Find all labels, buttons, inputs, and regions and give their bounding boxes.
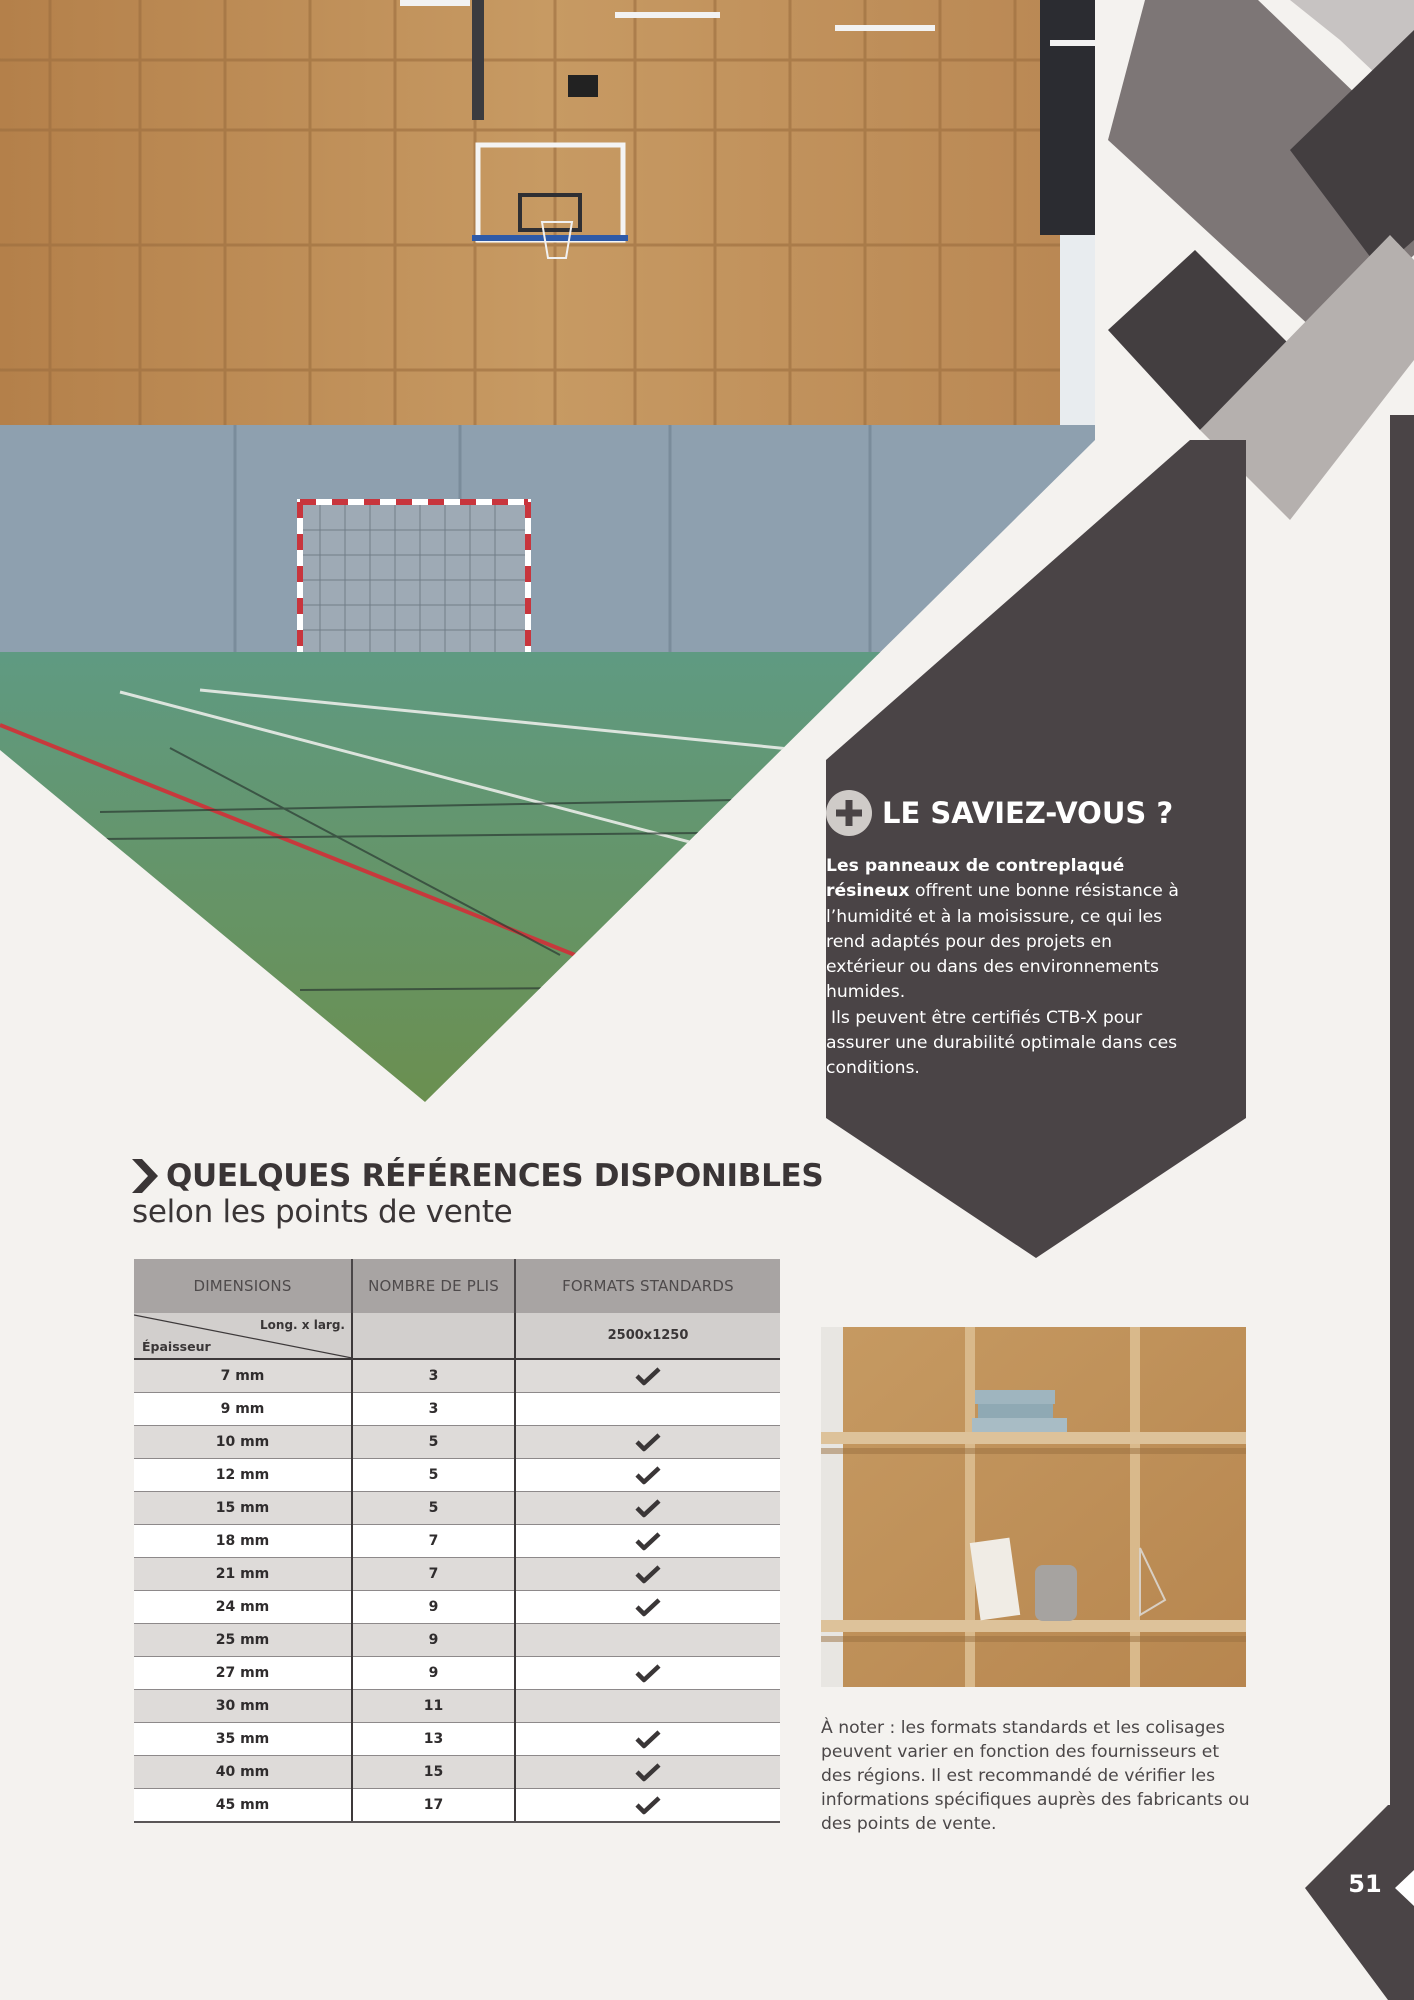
check-icon xyxy=(635,1432,661,1452)
thickness-cell: 12 mm xyxy=(134,1459,352,1492)
section-title-row xyxy=(132,1158,823,1194)
sub-header-row xyxy=(134,1313,780,1359)
table-row xyxy=(134,1426,780,1459)
table-row xyxy=(134,1359,780,1393)
check-icon xyxy=(635,1762,661,1782)
format-cell xyxy=(515,1525,780,1558)
table-row xyxy=(134,1525,780,1558)
plies-cell: 7 xyxy=(352,1525,515,1558)
format-cell xyxy=(515,1657,780,1690)
plies-cell: 5 xyxy=(352,1492,515,1525)
plywood-shelf-photo xyxy=(821,1327,1246,1687)
references-table xyxy=(134,1259,780,1823)
format-cell xyxy=(515,1591,780,1624)
did-you-know-title: LE SAVIEZ-VOUS ? xyxy=(882,796,1174,830)
format-cell xyxy=(515,1426,780,1459)
check-icon xyxy=(635,1729,661,1749)
plies-cell: 17 xyxy=(352,1789,515,1823)
thickness-cell: 7 mm xyxy=(134,1359,352,1393)
plies-cell: 13 xyxy=(352,1723,515,1756)
header-formats: FORMATS STANDARDS xyxy=(515,1259,780,1313)
plies-cell: 9 xyxy=(352,1657,515,1690)
did-you-know-text-bold: Les panneaux de contreplaqué résineux xyxy=(826,856,1125,902)
diagonal-header-cell xyxy=(134,1313,352,1359)
check-icon xyxy=(635,1465,661,1485)
header-dimensions: DIMENSIONS xyxy=(134,1259,352,1313)
table-row xyxy=(134,1492,780,1525)
did-you-know-text xyxy=(826,854,1186,1082)
check-icon xyxy=(635,1597,661,1617)
thickness-cell: 45 mm xyxy=(134,1789,352,1823)
section-heading xyxy=(132,1158,823,1230)
right-edge-strip xyxy=(1390,415,1414,1990)
plies-cell: 5 xyxy=(352,1426,515,1459)
sub-header-plies-empty xyxy=(352,1313,515,1359)
format-cell xyxy=(515,1723,780,1756)
table-row xyxy=(134,1558,780,1591)
thickness-cell: 25 mm xyxy=(134,1624,352,1657)
did-you-know-text-rest: offrent une bonne résistance à l’humidité et à la moisissure, ce qui les rend adaptés pour des projets en extérieur ou dans des environnements humides. xyxy=(826,881,1179,1003)
plies-cell: 15 xyxy=(352,1756,515,1789)
format-cell xyxy=(515,1690,780,1723)
table-row xyxy=(134,1723,780,1756)
format-cell xyxy=(515,1624,780,1657)
table-row xyxy=(134,1789,780,1823)
thickness-cell: 9 mm xyxy=(134,1393,352,1426)
thickness-cell: 35 mm xyxy=(134,1723,352,1756)
thickness-cell: 15 mm xyxy=(134,1492,352,1525)
check-icon xyxy=(635,1498,661,1518)
check-icon xyxy=(635,1564,661,1584)
check-icon xyxy=(635,1531,661,1551)
table-row xyxy=(134,1591,780,1624)
plies-cell: 5 xyxy=(352,1459,515,1492)
diag-label-long-larg: Long. x larg. xyxy=(260,1318,345,1332)
check-icon xyxy=(635,1795,661,1815)
check-icon xyxy=(635,1366,661,1386)
thickness-cell: 21 mm xyxy=(134,1558,352,1591)
table-row xyxy=(134,1393,780,1426)
table-row xyxy=(134,1624,780,1657)
format-cell xyxy=(515,1492,780,1525)
thickness-cell: 40 mm xyxy=(134,1756,352,1789)
did-you-know-box xyxy=(826,790,1246,1082)
plies-cell: 11 xyxy=(352,1690,515,1723)
note-text: À noter : les formats standards et les colisages peuvent varier en fonction des fournisseurs et des régions. Il est recommandé de vérifier les informations spécifiques auprès des fabricants ou des points de vente. xyxy=(821,1718,1250,1834)
header-plies: NOMBRE DE PLIS xyxy=(352,1259,515,1313)
check-icon xyxy=(635,1663,661,1683)
format-cell xyxy=(515,1789,780,1823)
plies-cell: 3 xyxy=(352,1393,515,1426)
thickness-cell: 10 mm xyxy=(134,1426,352,1459)
page-number: 51 xyxy=(1348,1870,1382,1898)
did-you-know-header xyxy=(826,790,1246,836)
format-cell xyxy=(515,1459,780,1492)
plus-icon xyxy=(826,790,872,836)
plies-cell: 9 xyxy=(352,1591,515,1624)
thickness-cell: 18 mm xyxy=(134,1525,352,1558)
format-cell xyxy=(515,1558,780,1591)
table-row xyxy=(134,1756,780,1789)
did-you-know-text-second: Ils peuvent être certifiés CTB-X pour assurer une durabilité optimale dans ces conditions. xyxy=(826,1007,1178,1079)
format-cell xyxy=(515,1393,780,1426)
section-title: QUELQUES RÉFÉRENCES DISPONIBLES xyxy=(166,1158,824,1194)
plies-cell: 9 xyxy=(352,1624,515,1657)
plies-cell: 3 xyxy=(352,1359,515,1393)
chevron-right-icon xyxy=(132,1159,158,1193)
thickness-cell: 24 mm xyxy=(134,1591,352,1624)
thickness-cell: 30 mm xyxy=(134,1690,352,1723)
format-cell xyxy=(515,1756,780,1789)
table-row xyxy=(134,1657,780,1690)
format-label: 2500x1250 xyxy=(515,1313,780,1359)
section-subtitle: selon les points de vente xyxy=(132,1194,513,1230)
plies-cell: 7 xyxy=(352,1558,515,1591)
thickness-cell: 27 mm xyxy=(134,1657,352,1690)
page-number-shape xyxy=(1305,1805,1414,2000)
diag-label-thickness: Épaisseur xyxy=(142,1339,211,1354)
table-row xyxy=(134,1459,780,1492)
format-cell xyxy=(515,1359,780,1393)
table-row xyxy=(134,1690,780,1723)
